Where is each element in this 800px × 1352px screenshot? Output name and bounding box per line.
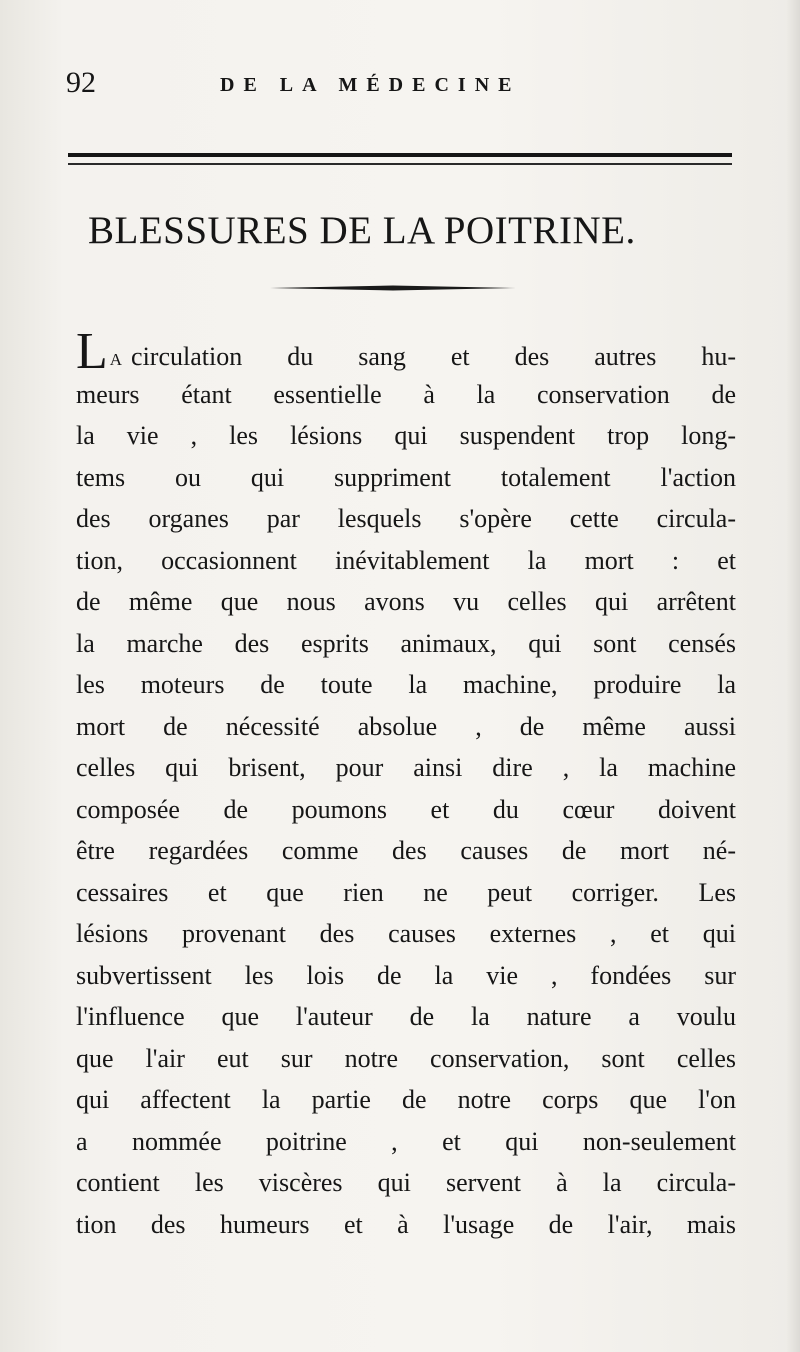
paragraph-line: a nommée poitrine , et qui non-seulement: [76, 1126, 736, 1156]
paragraph-line: meurs étant essentielle à la conservation de: [76, 379, 736, 409]
paragraph-line: subvertissent les lois de la vie , fondées sur: [76, 960, 736, 990]
paragraph-line: tion des humeurs et à l'usage de l'air, mais: [76, 1209, 736, 1239]
page-number: 92: [66, 66, 96, 99]
drop-cap: L: [76, 323, 108, 380]
small-caps: A: [109, 350, 124, 369]
rule-thin: [68, 163, 732, 165]
paragraph-line: tems ou qui suppriment totalement l'action: [76, 462, 736, 492]
paragraph-line: la vie , les lésions qui suspendent trop long-: [76, 421, 736, 450]
paragraph-line: qui affectent la partie de notre corps que l'on: [76, 1085, 736, 1114]
paragraph-line-first: [76, 323, 736, 380]
paragraph-line: mort de nécessité absolue , de même aussi: [76, 711, 736, 741]
paragraph-line: celles qui brisent, pour ainsi dire , la machine: [76, 753, 736, 782]
paragraph-line: les moteurs de toute la machine, produire la: [76, 670, 736, 699]
running-head: [66, 66, 726, 106]
ornament-rule: [270, 285, 516, 291]
rule-thick: [68, 153, 732, 157]
paragraph-line: cessaires et que rien ne peut corriger. Les: [76, 877, 736, 907]
paragraph-line: des organes par lesquels s'opère cette circula-: [76, 504, 736, 533]
paragraph-line: lésions provenant des causes externes , et qui: [76, 919, 736, 948]
paragraph-line: que l'air eut sur notre conservation, sont celles: [76, 1043, 736, 1073]
paragraph-line: la marche des esprits animaux, qui sont censés: [76, 628, 736, 658]
paragraph-line: contient les viscères qui servent à la circula-: [76, 1168, 736, 1197]
paragraph-line: de même que nous avons vu celles qui arrêtent: [76, 587, 736, 616]
running-title: DE LA MÉDECINE: [220, 74, 521, 96]
paragraph-line: tion, occasionnent inévitablement la mort : et: [76, 545, 736, 575]
header-double-rule: [68, 153, 732, 167]
paragraph-line: être regardées comme des causes de mort né-: [76, 836, 736, 865]
paragraph: [76, 323, 736, 1245]
line-text: circulation du sang et des autres hu-: [131, 342, 736, 371]
paragraph-line: l'influence que l'auteur de la nature a voulu: [76, 1002, 736, 1031]
page-edge-shadow: [786, 0, 800, 1352]
paragraph-line: composée de poumons et du cœur doivent: [76, 794, 736, 824]
section-heading: BLESSURES DE LA POITRINE.: [88, 209, 636, 252]
